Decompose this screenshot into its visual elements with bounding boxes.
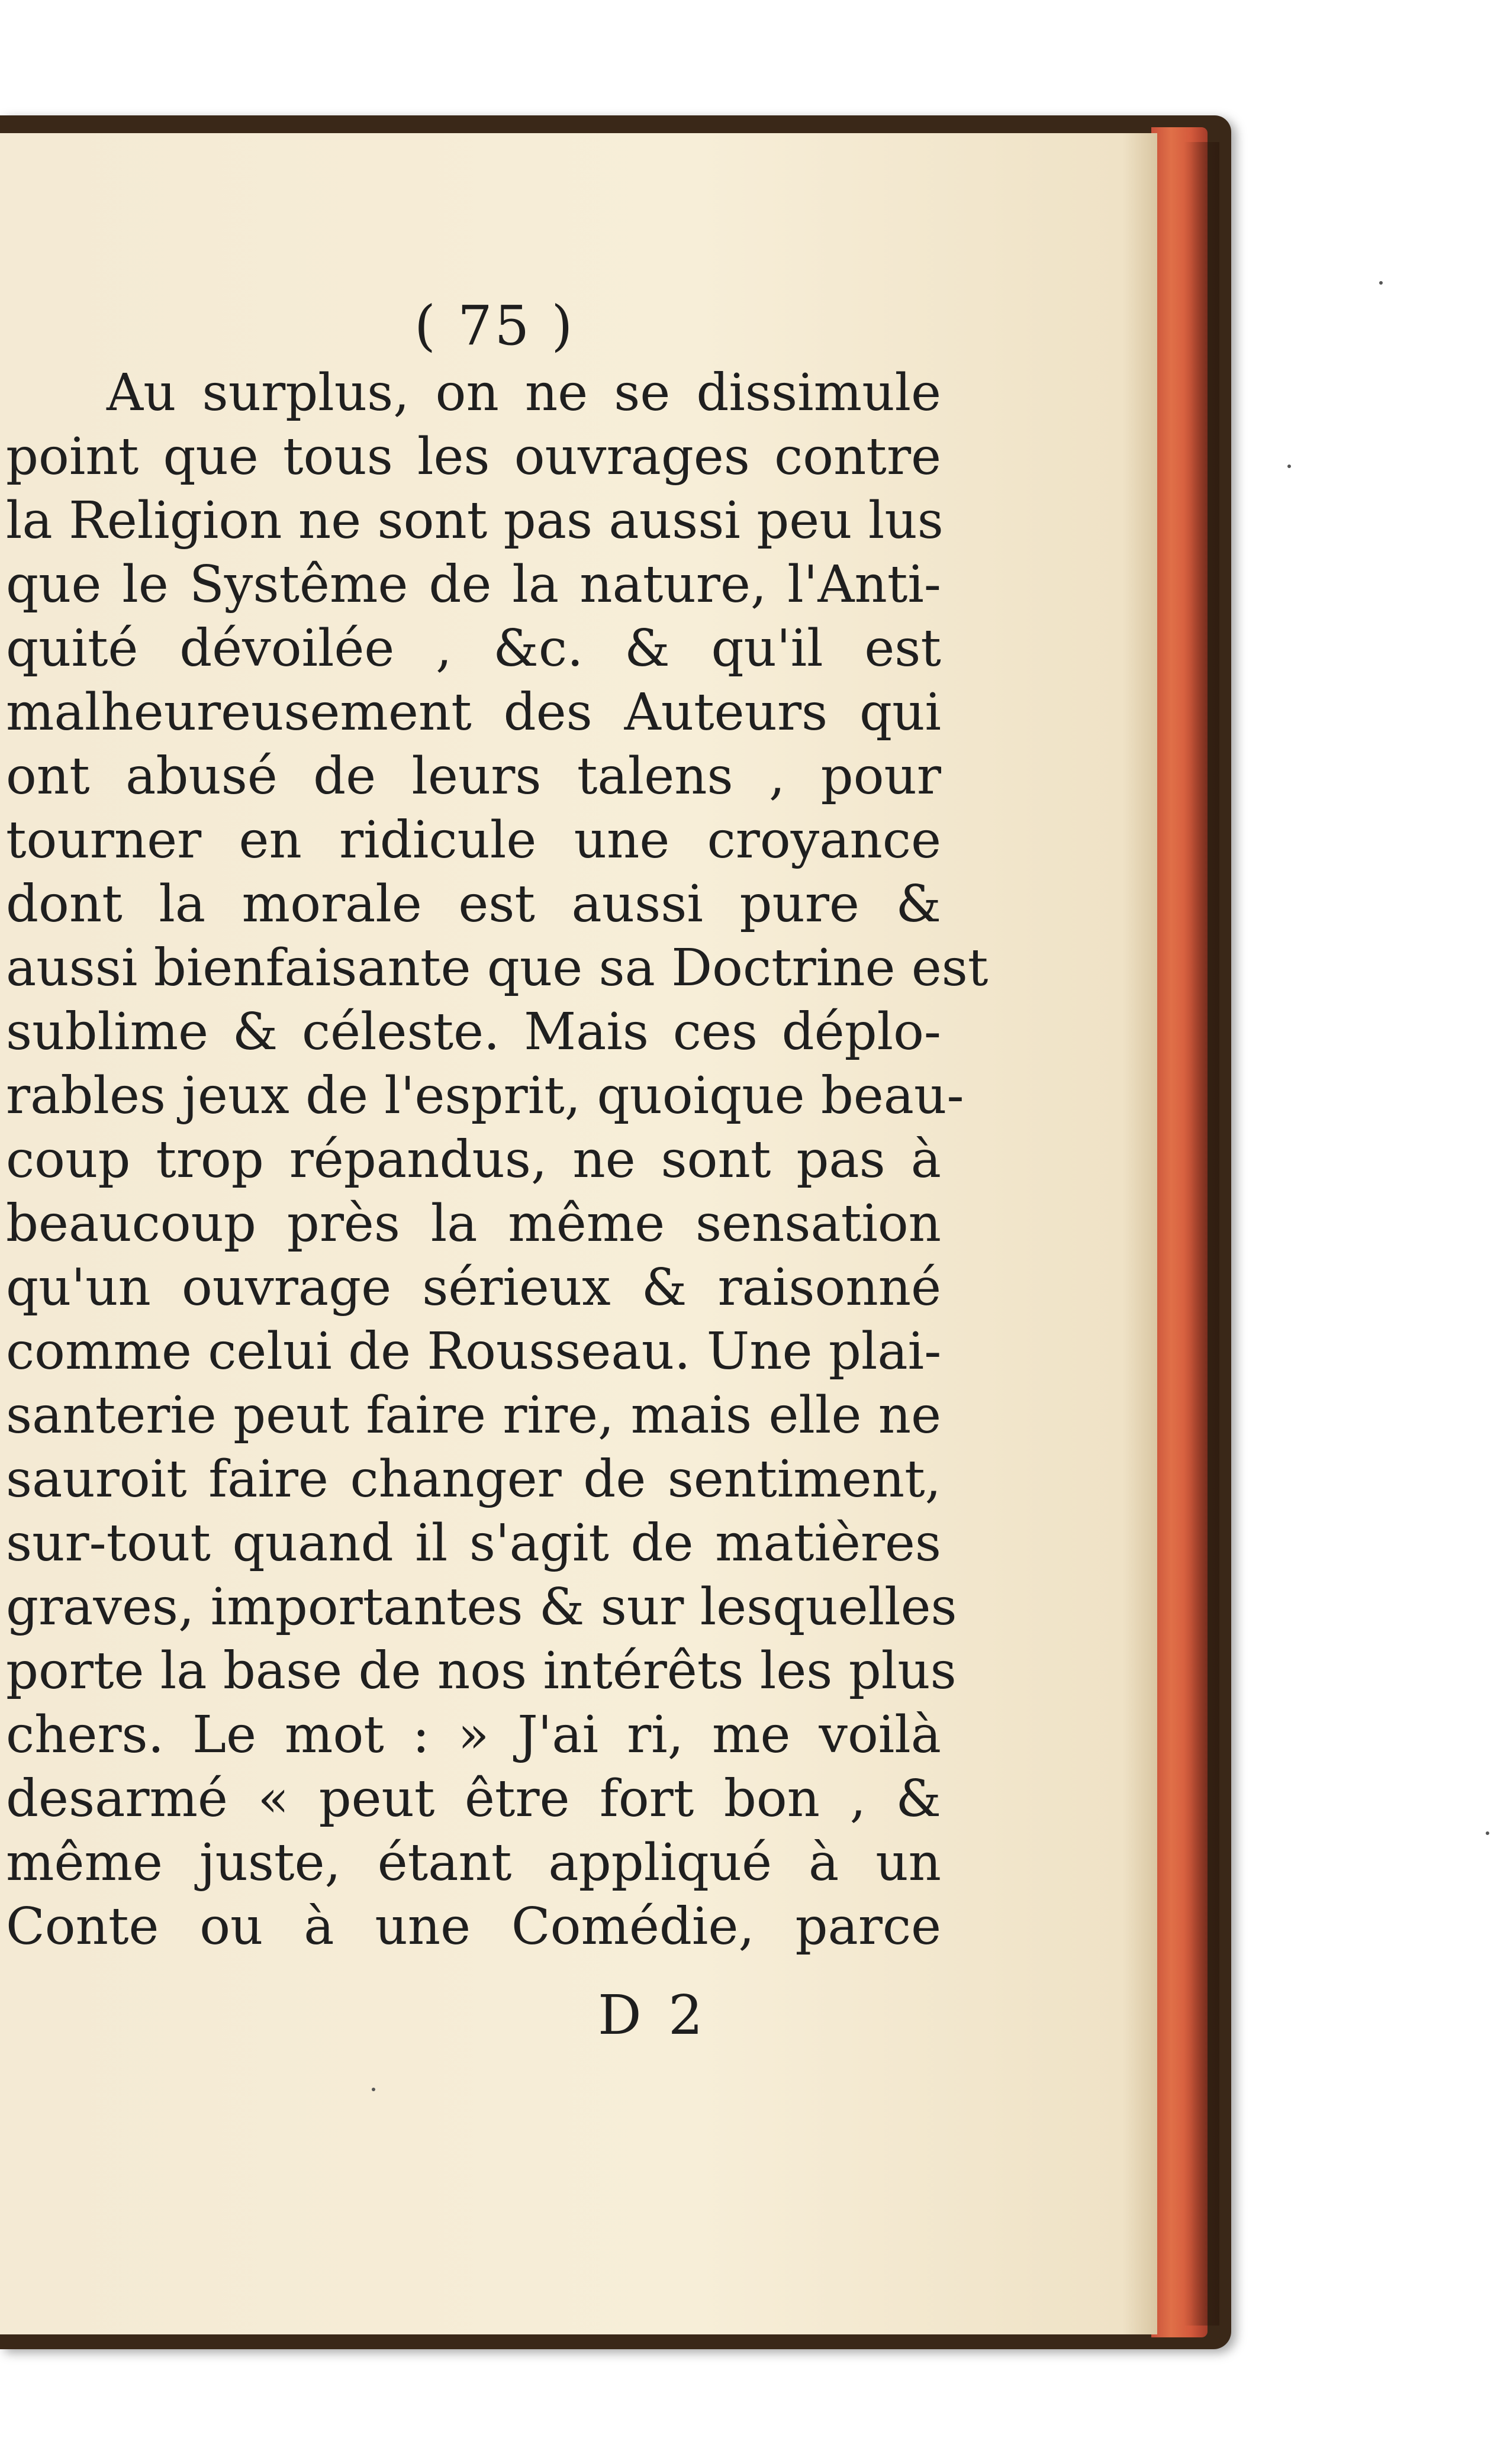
text-line: dont la morale est aussi pure & [6,875,941,934]
text-line: quité dévoilée , &c. & qu'il est [6,619,941,678]
dust-speck [1379,281,1383,285]
text-line: santerie peut faire rire, mais elle ne [6,1386,941,1445]
text-line: qu'un ouvrage sérieux & raisonné [6,1258,941,1317]
text-line: comme celui de Rousseau. Une plai- [6,1322,942,1381]
text-line: ont abusé de leurs talens , pour [6,747,941,806]
text-line: rables jeux de l'esprit, quoique beau- [6,1066,964,1125]
text-line: porte la base de nos intérêts les plus [6,1641,957,1701]
text-line: sauroit faire changer de sentiment, [6,1450,941,1509]
text-line: desarmé « peut être fort bon , & [6,1769,941,1828]
text-line: la Religion ne sont pas aussi peu lus [6,491,944,550]
page-number: ( 75 ) [414,294,575,357]
text-line: sublime & céleste. Mais ces déplo- [6,1002,941,1062]
dust-speck [1287,465,1291,468]
text-line: sur-tout quand il s'agit de matières [6,1514,941,1573]
text-line: chers. Le mot : » J'ai ri, me voilà [6,1705,941,1765]
text-line: point que tous les ouvrages contre [6,427,941,486]
text-line: même juste, étant appliqué à un [6,1833,941,1892]
body-text [6,361,989,1959]
signature-mark: D 2 [598,1984,708,2047]
text-line: que le Systême de la nature, l'Anti- [6,555,941,614]
text-line: aussi bienfaisante que sa Doctrine est [6,938,989,998]
dust-speck [1486,1831,1489,1835]
text-line: Au surplus, on ne se dissimule [107,363,941,423]
text-line: malheureusement des Auteurs qui [6,683,941,742]
text-line: graves, importantes & sur lesquelles [6,1578,957,1637]
text-line: beaucoup près la même sensation [6,1194,941,1253]
text-line: Conte ou à une Comédie, parce [6,1897,941,1956]
dust-speck [372,2088,375,2091]
fore-edge-shadow [1184,142,1219,2326]
text-line: coup trop répandus, ne sont pas à [6,1130,941,1189]
text-line: tourner en ridicule une croyance [6,811,941,870]
